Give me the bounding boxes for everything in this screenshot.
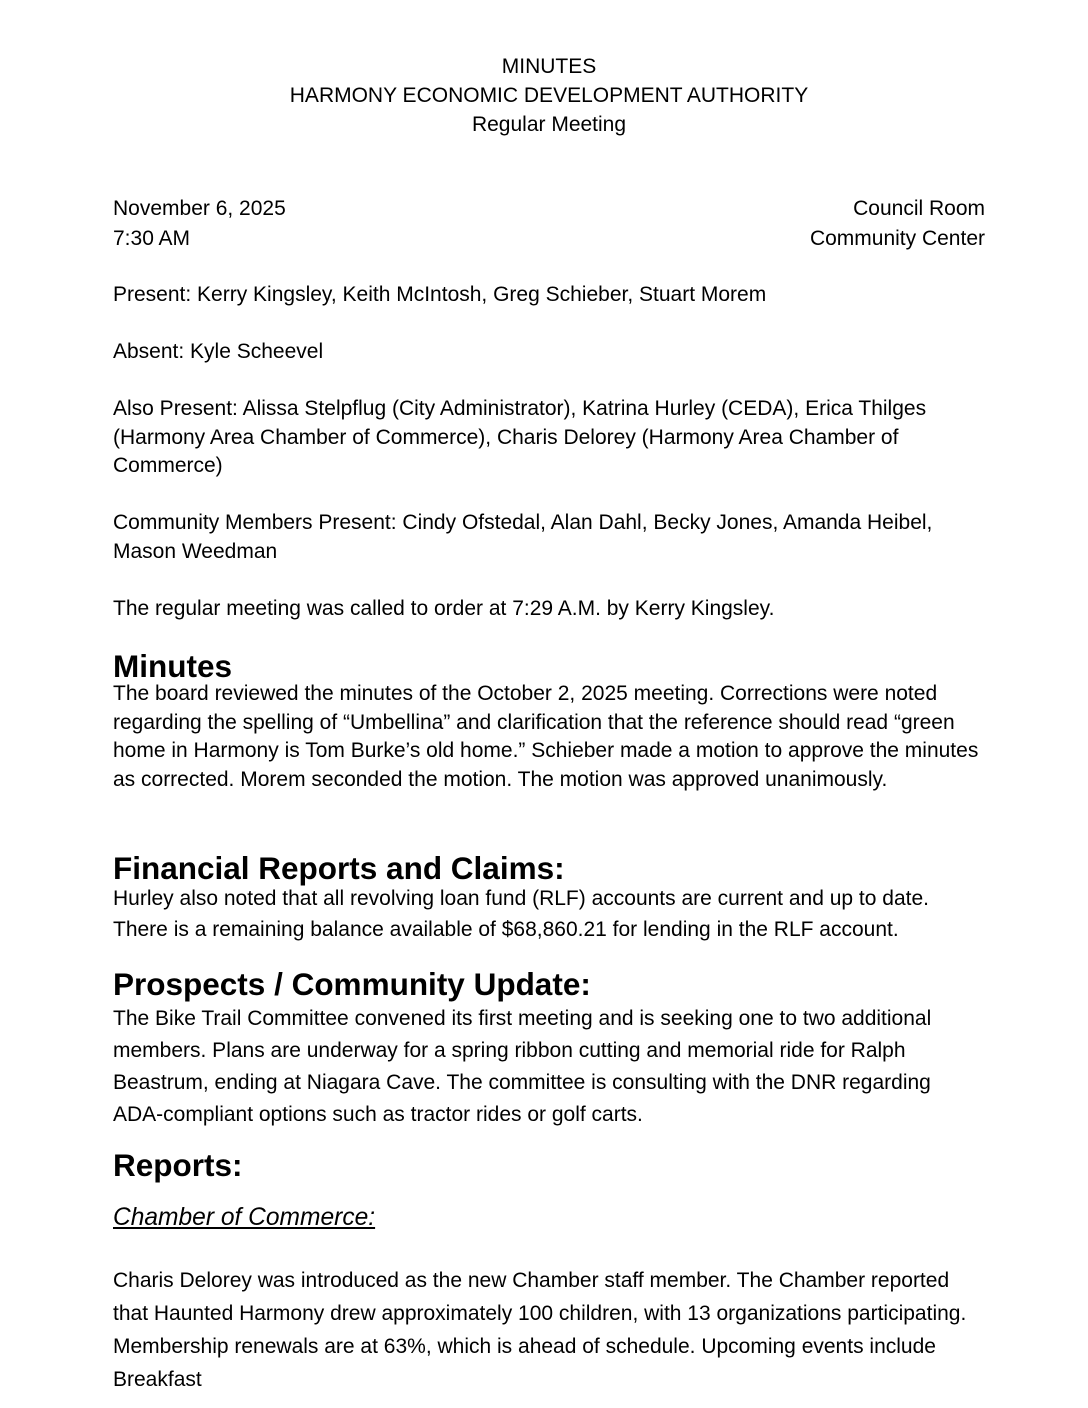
meeting-time: 7:30 AM <box>113 227 191 250</box>
section-minutes-body: The board reviewed the minutes of the October 2, 2025 meeting. Corrections were noted regarding the spelling of “Umbellina” and clarification that the reference should read “green home in Harmony is Tom Burke’s old home.” Schieber made a motion to approve the minutes as corrected. Morem seconded the motion. The motion was approved unanimously. <box>113 682 979 791</box>
doc-title: MINUTES <box>501 55 597 78</box>
meeting-location <box>810 194 985 254</box>
meeting-datetime <box>113 194 286 254</box>
section-chamber-of-commerce <box>113 1204 985 1397</box>
section-prospects-heading: Prospects / Community Update: <box>113 965 591 1002</box>
section-financial-heading: Financial Reports and Claims: <box>113 850 565 886</box>
meeting-room: Council Room <box>853 197 985 220</box>
attendance-absent: Absent: Kyle Scheevel <box>113 340 324 363</box>
meeting-date: November 6, 2025 <box>113 197 286 220</box>
meeting-meta <box>113 194 985 254</box>
attendance-present: Present: Kerry Kingsley, Keith McIntosh, Greg Schieber, Stuart Morem <box>113 283 767 306</box>
document-header <box>113 52 985 139</box>
section-financial-reports <box>113 850 985 946</box>
section-minutes <box>113 647 985 795</box>
section-minutes-heading: Minutes <box>113 647 233 684</box>
section-prospects-community-update <box>113 965 985 1132</box>
doc-subtitle: HARMONY ECONOMIC DEVELOPMENT AUTHORITY <box>289 84 809 107</box>
section-chamber-body: Charis Delorey was introduced as the new Chamber staff member. The Chamber reported that Haunted Harmony drew approximately 100 children, with 13 organizations participating. Membership renewals are at 63%, which is ahead of schedule. Upcoming events include Breakfast <box>113 1269 967 1391</box>
call-to-order-line: The regular meeting was called to order at 7:29 A.M. by Kerry Kingsley. <box>113 596 775 620</box>
meeting-building: Community Center <box>809 227 985 250</box>
doc-meeting-type: Regular Meeting <box>471 113 627 136</box>
section-prospects-body: The Bike Trail Committee convened its first meeting and is seeking one to two additional members. Plans are underway for a spring ribbon cutting and memorial ride for Ralph Beastrum, ending at Niagara Cave. The committee is consulting with the DNR regarding ADA-compliant options such as tractor rides or golf carts. <box>113 1007 932 1126</box>
section-financial-body: Hurley also noted that all revolving loan fund (RLF) accounts are current and up to date. There is a remaining balance available of $68,860.21 for lending in the RLF account. <box>113 886 929 941</box>
section-reports-heading: Reports: <box>113 1147 243 1183</box>
section-reports <box>113 1147 985 1183</box>
section-chamber-heading: Chamber of Commerce: <box>113 1203 376 1231</box>
attendance-also-present: Also Present: Alissa Stelpflug (City Administrator), Katrina Hurley (CEDA), Erica Thilges (Harmony Area Chamber of Commerce), Charis Delorey (Harmony Area Chamber of Commerce) <box>113 397 927 477</box>
attendance-community-members: Community Members Present: Cindy Ofstedal, Alan Dahl, Becky Jones, Amanda Heibel, Mason Weedman <box>113 511 933 563</box>
